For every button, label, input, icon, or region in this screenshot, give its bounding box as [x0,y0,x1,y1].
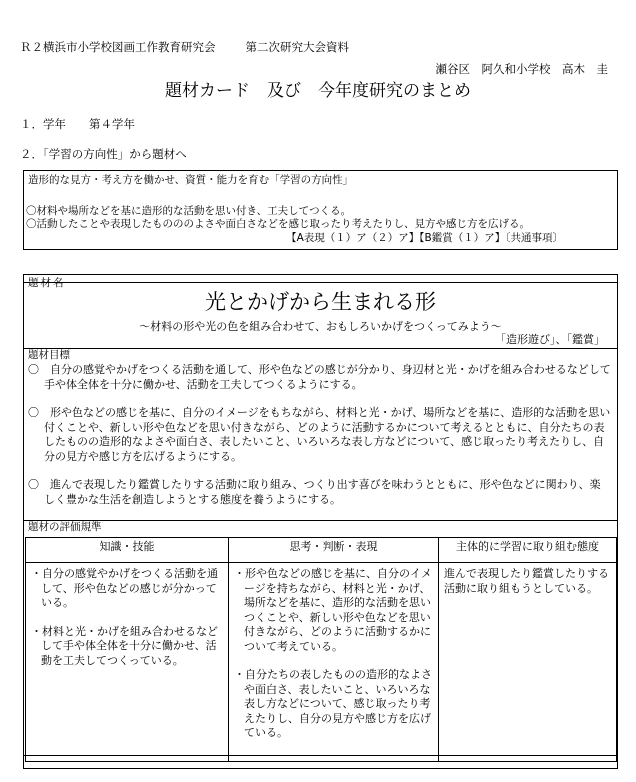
theme-name: 光とかげから生まれる形 [205,290,436,314]
learning-direction-item: 〇材料や場所などを基に造形的な活動を思い付き、工夫してつくる。 [26,205,352,217]
rubric-cell-attitude [439,563,617,762]
rubric-criterion: ・自分の感覚やかげをつくる活動を通して、形や色などの感じが分かっている。 [31,567,218,609]
rubric-criterion: ・自分たちの表したものの造形的なよさや面白さ、表したいこと、いろいろな表し方などについて、感じ取ったり考えたりし、自分の見方や感じ方を広げている。 [234,668,432,739]
grade-heading: １．学年 第４学年 [20,117,135,131]
learning-direction-item: 〇活動したことや表現したものののよさや面白さなどを感じ取ったり考えたりし、見方や感じ方を広げる。 [26,218,530,230]
goal-item: 〇 形や色などの感じを基に、自分のイメージをもちながら、材料と光・かげ、場所などを基に、造形的な活動を思い付くことや、新しい形や色などを思い付きながら、どのように活動するかについて考えるとともに、自分たちの表したものの造形的なよさや面白さ、表したいこと、いろいろな表し方などについて、感じ取ったり考えたりし、自分の見方や感じ方を広げるようにする。 [28,406,611,463]
evaluation-criteria-label: 題材の評価規準 [28,521,102,533]
document-type: 第二次研究大会資料 [245,40,349,54]
evaluation-criteria-table [25,537,617,762]
goal-item: 〇 進んで表現したり鑑賞したりする活動に取り組み、つくり出す喜びを味わうとともに、形や色などに関わり、楽しく豊かな生活を創造しようとする態度を養うようにする。 [28,478,601,506]
evaluation-reference: 【A表現（１）ア（２）ア】【B鑑賞（１）ア】〔共通事項〕 [286,232,563,244]
theme-subtitle: ～材料の形や光の色を組み合わせて、おもしろいかげをつくってみよう～ [139,320,502,333]
rubric-criterion: ・形や色などの感じを基に、自分のイメージを持ちながら、材料と光・かげ、場所などを基に、造形的な活動を思いつくことや、新しい形や色などを思い付きながら、どのように活動するかについて考えている。 [234,567,432,653]
rubric-cell-thinking [229,563,439,762]
page-title: 題材カード 及び 今年度研究のまとめ [165,81,471,101]
author-line: 瀬谷区 阿久和小学校 高木 圭 [435,62,608,76]
divider [24,520,617,521]
rubric-header-knowledge: 知識・技能 [26,538,229,563]
theme-card [23,274,618,769]
learning-direction-heading: 造形的な見方・考え方を働かせ、資質・能力を育む「学習の方向性」 [28,174,354,186]
direction-heading: ２．「学習の方向性」から題材へ [20,147,187,161]
divider [24,755,617,768]
rubric-header-thinking: 思考・判断・表現 [229,538,439,563]
rubric-criterion: 進んで表現したり鑑賞したりする活動に取り組もうとしている。 [444,567,609,595]
learning-direction-box [23,170,618,250]
goals-label: 題材目標 [28,349,70,361]
rubric-cell-knowledge [26,563,229,762]
rubric-criterion: ・材料と光・かげを組み合わせるなどして手や体全体を十分に働かせ、活動を工夫してつくっている。 [31,624,218,667]
divider [24,282,617,283]
rubric-header-attitude: 主体的に学習に取り組む態度 [439,538,617,563]
divider [24,348,617,349]
organization-name: Ｒ２横浜市小学校図画工作教育研究会 [20,40,216,54]
document-header [20,40,349,55]
theme-name-label: 題材名 [28,277,66,289]
goal-item: 〇 自分の感覚やかげをつくる活動を通して、形や色などの感じが分かり、身辺材と光・かげを組み合わせるなどして手や体全体を十分に働かせ、活動を工夫してつくるようにする。 [28,363,611,391]
theme-categories: 「造形遊び」、「鑑賞」 [495,333,605,346]
